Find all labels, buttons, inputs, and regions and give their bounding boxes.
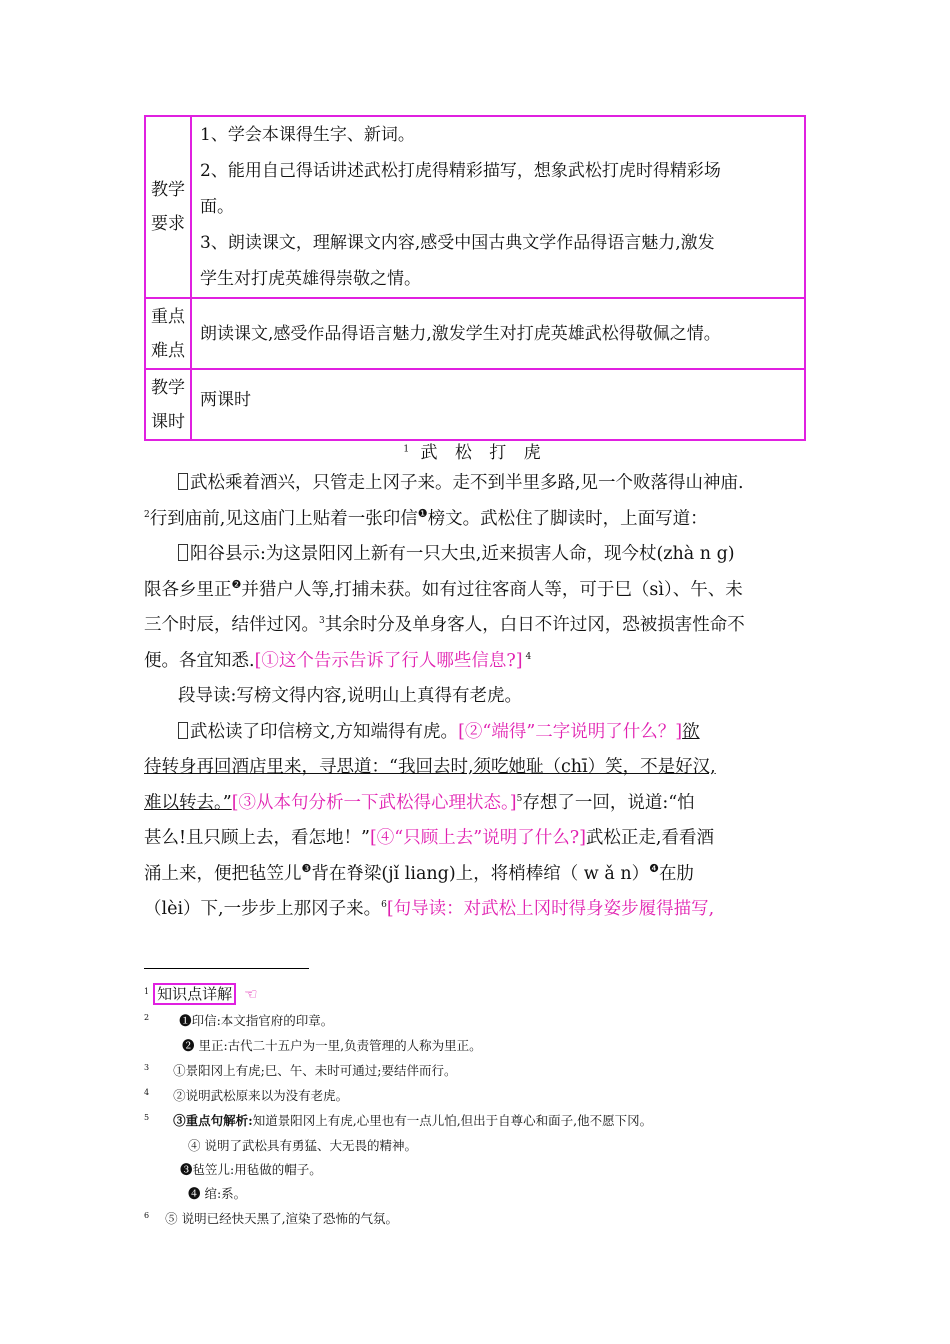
text-line: [144, 892, 808, 928]
footnote-item: [144, 1184, 246, 1202]
text-span: 并猎户人等,打捕未获。如有过往客商人等，可于巳（sì）、午、未: [241, 579, 743, 600]
text-line: [144, 573, 808, 609]
table-row: [145, 369, 805, 440]
annotation-question: [④“只顾上去”说明了什么?]: [369, 828, 586, 848]
text-span: 武松乘着酒兴，只管走上冈子来。走不到半里多路,见一个败落得山神庙.: [190, 473, 744, 493]
row-header-teaching-requirements: [145, 116, 191, 298]
footnote-mark: 2: [144, 509, 150, 520]
footnote-item: [144, 1036, 482, 1054]
footnote-number: 1: [144, 986, 150, 996]
knowledge-heading-box: 知识点详解: [153, 983, 236, 1005]
text-line: [144, 502, 808, 538]
footnote-item: [144, 1011, 333, 1029]
footnote-text: ❸毡笠儿:用毡做的帽子。: [180, 1162, 322, 1177]
text-span: 行到庙前,见这庙门上贴着一张印信: [149, 508, 418, 529]
requirement-line: 1、学会本课得生字、新词。: [200, 125, 415, 145]
footnote-number: 3: [144, 1062, 150, 1072]
footnote-divider: [144, 968, 309, 969]
footnote-mark: 6: [381, 900, 387, 911]
header-line: 要求: [151, 214, 185, 234]
text-span: 涌上来，便把毡笠儿: [144, 863, 302, 884]
footnote-text: ②说明武松原来以为没有老虎。: [173, 1088, 349, 1103]
header-line: 教学: [151, 180, 185, 200]
footnote-text: ❹ 绾:系。: [188, 1186, 247, 1201]
footnote-number: 4: [144, 1087, 150, 1097]
footnote-mark: 4: [522, 651, 532, 662]
text-line: [144, 857, 808, 893]
note-mark: ❶: [417, 506, 428, 520]
text-span: 榜文。武松住了脚读时，上面写道：: [427, 508, 708, 529]
underlined-text: 欲: [682, 721, 700, 742]
class-hours-cell: [191, 369, 805, 440]
teaching-requirements-cell: [191, 116, 805, 298]
text-line: [144, 608, 808, 644]
title-text: 武 松 打 虎: [420, 443, 547, 463]
requirement-line: 3、朗读课文，理解课文内容,感受中国古典文学作品得语言魅力,激发: [200, 233, 715, 253]
lesson-title: [0, 438, 950, 463]
text-line: [144, 750, 808, 786]
table-row: [145, 298, 805, 369]
text-span: 三个时辰，结伴过冈。: [144, 615, 319, 635]
underlined-text: 待转身再回酒店里来，寻思道：“我回去时,须吃她耻（chī）笑，不是好汉,: [144, 757, 716, 777]
footnote-item: [144, 1086, 348, 1104]
missing-glyph-box: [178, 473, 188, 490]
table-row: [145, 116, 805, 298]
text-line: [144, 537, 808, 573]
footnote-mark: 5: [516, 793, 523, 804]
key-points-line: 朗读课文,感受作品得语言魅力,激发学生对打虎英雄武松得敬佩之情。: [200, 323, 721, 344]
text-span: 武松读了印信榜文,方知端得有虎。: [190, 721, 459, 742]
footnote-text: ④ 说明了武松具有勇猛、大无畏的精神。: [188, 1138, 417, 1153]
lesson-text: [144, 466, 808, 928]
text-line: [144, 821, 808, 857]
title-footnote-mark: 1: [403, 444, 410, 455]
footnote-number: 2: [144, 1012, 150, 1022]
footnote-text: ①景阳冈上有虎;巳、午、未时可通过;要结伴而行。: [173, 1063, 457, 1078]
footnote-text: ❷ 里正:古代二十五户为一里,负责管理的人称为里正。: [182, 1038, 482, 1053]
footnote-number: 5: [144, 1112, 150, 1122]
requirement-line: 2、能用自己得话讲述武松打虎得精彩描写，想象武松打虎时得精彩场: [200, 161, 721, 181]
annotation-question: [③从本句分析一下武松得心理状态。]: [231, 792, 517, 813]
underlined-text: 难以转去。”: [144, 792, 232, 813]
text-span: 其余时分及单身客人，白日不许过冈，恐被损害性命不: [324, 615, 745, 635]
missing-glyph-box: [178, 722, 188, 739]
note-mark: ❹: [649, 861, 659, 875]
note-mark: ❷: [231, 577, 242, 591]
annotation-question: [句导读：对武松上冈时得身姿步履得描写,: [386, 899, 715, 919]
footnote-item: [144, 1209, 398, 1227]
pointing-hand-icon: ☜: [244, 985, 258, 1003]
text-span: 存想了一回，说道:“怕: [522, 792, 695, 813]
footnote-item: [144, 1061, 457, 1079]
footnote-item: [144, 1160, 322, 1178]
text-span: 甚么!且只顾上去，看怎地！”: [144, 828, 370, 848]
text-line: [144, 679, 808, 715]
text-line: [144, 466, 808, 502]
text-span: （lèi）下,一步步上那冈子来。: [144, 899, 382, 919]
text-line: [144, 786, 808, 822]
text-span: 背在脊梁(jǐ liang)上，将梢棒绾（ w ǎ n）: [311, 863, 650, 884]
header-line: 教学: [151, 377, 185, 398]
footnote-mark: 3: [319, 616, 325, 627]
text-span: 在肋: [658, 863, 694, 884]
requirement-line: 学生对打虎英雄得崇敬之情。: [200, 269, 421, 289]
text-span: 限各乡里正: [144, 579, 232, 600]
header-line: 难点: [151, 340, 185, 361]
footnote-item: [144, 1136, 417, 1154]
requirement-line: 面。: [200, 197, 234, 217]
footnote-item: [144, 1111, 652, 1129]
section-guide: 段导读:写榜文得内容,说明山上真得有老虎。: [178, 686, 522, 706]
text-span: 武松正走,看看酒: [585, 828, 714, 848]
text-span: 便。各宜知悉.: [144, 650, 255, 671]
footnote-bold-label: ③重点句解析:: [173, 1113, 253, 1128]
key-points-cell: [191, 298, 805, 369]
footnote-text: ❶印信:本文指官府的印章。: [179, 1013, 334, 1028]
footnote-text: 知道景阳冈上有虎,心里也有一点儿怕,但出于自尊心和面子,他不愿下冈。: [252, 1113, 653, 1128]
annotation-question: [①这个告示告诉了行人哪些信息?]: [254, 650, 523, 671]
text-line: [144, 644, 808, 680]
row-header-class-hours: [145, 369, 191, 440]
footnote-heading: [144, 983, 258, 1005]
header-line: 重点: [151, 306, 185, 327]
text-span: 阳谷县示:为这景阳冈上新有一只大虫,近来损害人命，现今杖(zhà n g): [190, 544, 735, 564]
row-header-key-points: [145, 298, 191, 369]
annotation-question: [②“端得”二字说明了什么？]: [458, 721, 683, 742]
footnote-text: ⑤ 说明已经快天黑了,渲染了恐怖的气氛。: [165, 1211, 399, 1226]
class-hours-line: 两课时: [200, 390, 251, 410]
missing-glyph-box: [178, 544, 188, 561]
lesson-plan-table: [144, 115, 806, 441]
text-line: [144, 715, 808, 751]
note-mark: ❸: [301, 861, 312, 875]
footnote-number: 6: [144, 1210, 150, 1220]
header-line: 课时: [151, 411, 185, 432]
